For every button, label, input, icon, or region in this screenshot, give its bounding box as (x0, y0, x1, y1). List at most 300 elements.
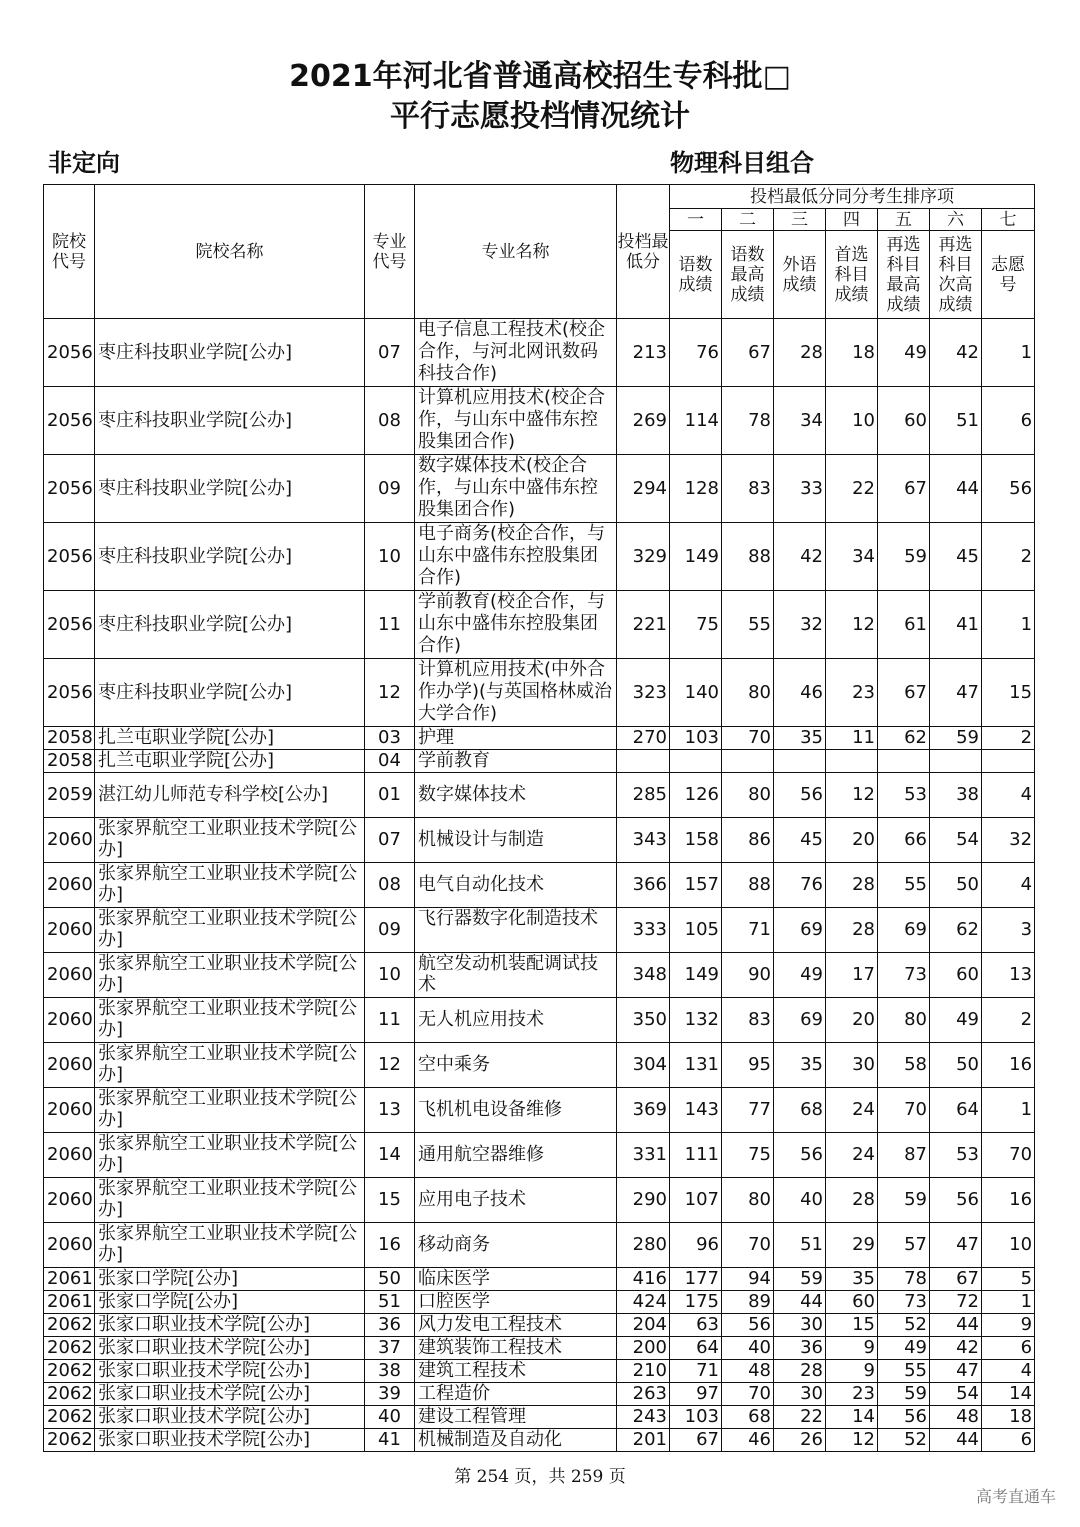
order-7-cell: 1 (982, 591, 1035, 659)
school-name-cell: 张家口职业技术学院[公办] (95, 1383, 365, 1406)
order-7-cell: 4 (982, 1360, 1035, 1383)
school-name-cell: 张家界航空工业职业技术学院[公办] (95, 1223, 365, 1268)
min-score-cell: 333 (617, 908, 670, 953)
order-3-cell: 69 (774, 998, 826, 1043)
major-name-cell: 飞机机电设备维修 (415, 1088, 617, 1133)
school-code-cell: 2056 (44, 591, 95, 659)
page-title-line2: 平行志愿投档情况统计 (390, 99, 690, 134)
order-5-cell: 87 (878, 1133, 930, 1178)
order-5-cell: 55 (878, 863, 930, 908)
order-7-cell: 6 (982, 1429, 1035, 1452)
order-7-cell (982, 750, 1035, 773)
order-7-cell: 2 (982, 998, 1035, 1043)
order-5-cell: 49 (878, 1337, 930, 1360)
order-2-cell: 88 (722, 523, 774, 591)
major-code-cell: 51 (365, 1291, 415, 1314)
school-code-cell: 2060 (44, 1088, 95, 1133)
major-name-cell: 学前教育(校企合作，与山东中盛伟东控股集团合作) (415, 591, 617, 659)
table-row (44, 659, 1035, 727)
school-name-cell: 张家口学院[公办] (95, 1268, 365, 1291)
order-4-cell: 24 (826, 1133, 878, 1178)
major-name-cell: 计算机应用技术(校企合作，与山东中盛伟东控股集团合作) (415, 387, 617, 455)
major-code-cell: 08 (365, 863, 415, 908)
school-code-cell: 2060 (44, 863, 95, 908)
min-score-cell: 350 (617, 998, 670, 1043)
major-code-cell: 16 (365, 1223, 415, 1268)
order-5-cell: 61 (878, 591, 930, 659)
table-row (44, 818, 1035, 863)
school-name-cell: 扎兰屯职业学院[公办] (95, 727, 365, 750)
order-3-cell: 51 (774, 1223, 826, 1268)
school-code-cell: 2056 (44, 319, 95, 387)
order-2-cell: 67 (722, 319, 774, 387)
order-4-cell (826, 750, 878, 773)
order-1-cell: 128 (670, 455, 722, 523)
order-7-cell: 4 (982, 863, 1035, 908)
school-name-cell: 张家界航空工业职业技术学院[公办] (95, 998, 365, 1043)
school-code-cell: 2056 (44, 659, 95, 727)
order-6-cell: 44 (930, 455, 982, 523)
order-6-cell: 53 (930, 1133, 982, 1178)
major-code-cell: 01 (365, 773, 415, 818)
order-7-cell: 6 (982, 387, 1035, 455)
order-4-cell: 60 (826, 1291, 878, 1314)
order-4-cell: 20 (826, 818, 878, 863)
min-score-cell: 285 (617, 773, 670, 818)
school-code-cell: 2062 (44, 1360, 95, 1383)
table-row (44, 1133, 1035, 1178)
order-7-cell: 15 (982, 659, 1035, 727)
order-6-cell: 72 (930, 1291, 982, 1314)
order-4-cell: 18 (826, 319, 878, 387)
table-row (44, 998, 1035, 1043)
order-2-cell: 56 (722, 1314, 774, 1337)
table-row (44, 1043, 1035, 1088)
order-7-cell: 1 (982, 1088, 1035, 1133)
order-7-cell: 18 (982, 1406, 1035, 1429)
order-6-cell: 56 (930, 1178, 982, 1223)
order-1-cell: 175 (670, 1291, 722, 1314)
major-name-cell: 建筑工程技术 (415, 1360, 617, 1383)
order-7-cell: 5 (982, 1268, 1035, 1291)
order-4-cell: 15 (826, 1314, 878, 1337)
min-score-cell: 416 (617, 1268, 670, 1291)
major-code-cell: 15 (365, 1178, 415, 1223)
table-row (44, 750, 1035, 773)
header-order-2: 二 (722, 209, 774, 231)
header-sub-4: 首选科目成绩 (826, 231, 878, 319)
min-score-cell: 213 (617, 319, 670, 387)
order-2-cell: 86 (722, 818, 774, 863)
table-row (44, 1223, 1035, 1268)
page-title-line1: 2021年河北省普通高校招生专科批□ (289, 59, 791, 94)
major-code-cell: 10 (365, 953, 415, 998)
table-row (44, 591, 1035, 659)
order-3-cell: 30 (774, 1383, 826, 1406)
order-1-cell: 143 (670, 1088, 722, 1133)
major-name-cell: 数字媒体技术 (415, 773, 617, 818)
order-1-cell: 107 (670, 1178, 722, 1223)
order-5-cell: 59 (878, 1383, 930, 1406)
order-1-cell: 67 (670, 1429, 722, 1452)
order-7-cell: 9 (982, 1314, 1035, 1337)
order-1-cell: 131 (670, 1043, 722, 1088)
order-5-cell: 52 (878, 1314, 930, 1337)
order-1-cell (670, 750, 722, 773)
min-score-cell: 348 (617, 953, 670, 998)
major-name-cell: 数字媒体技术(校企合作，与山东中盛伟东控股集团合作) (415, 455, 617, 523)
major-code-cell: 40 (365, 1406, 415, 1429)
order-2-cell (722, 750, 774, 773)
header-tiebreak: 投档最低分同分考生排序项 (670, 185, 1035, 209)
major-name-cell: 风力发电工程技术 (415, 1314, 617, 1337)
major-code-cell: 10 (365, 523, 415, 591)
order-7-cell: 10 (982, 1223, 1035, 1268)
order-7-cell: 70 (982, 1133, 1035, 1178)
order-4-cell: 9 (826, 1337, 878, 1360)
order-3-cell: 28 (774, 319, 826, 387)
school-code-cell: 2058 (44, 750, 95, 773)
min-score-cell: 294 (617, 455, 670, 523)
order-6-cell: 42 (930, 1337, 982, 1360)
order-4-cell: 35 (826, 1268, 878, 1291)
table-row (44, 1268, 1035, 1291)
min-score-cell: 210 (617, 1360, 670, 1383)
school-name-cell: 张家界航空工业职业技术学院[公办] (95, 863, 365, 908)
order-5-cell: 73 (878, 953, 930, 998)
school-code-cell: 2056 (44, 523, 95, 591)
order-7-cell: 6 (982, 1337, 1035, 1360)
order-6-cell (930, 750, 982, 773)
table-row (44, 773, 1035, 818)
header-order-4: 四 (826, 209, 878, 231)
order-5-cell: 55 (878, 1360, 930, 1383)
order-1-cell: 158 (670, 818, 722, 863)
major-code-cell: 13 (365, 1088, 415, 1133)
order-3-cell (774, 750, 826, 773)
table-row (44, 387, 1035, 455)
major-name-cell: 机械设计与制造 (415, 818, 617, 863)
order-2-cell: 70 (722, 1383, 774, 1406)
order-3-cell: 32 (774, 591, 826, 659)
order-2-cell: 90 (722, 953, 774, 998)
order-7-cell: 1 (982, 1291, 1035, 1314)
order-6-cell: 47 (930, 659, 982, 727)
order-2-cell: 88 (722, 863, 774, 908)
table-row (44, 1178, 1035, 1223)
min-score-cell: 200 (617, 1337, 670, 1360)
order-6-cell: 67 (930, 1268, 982, 1291)
school-name-cell: 张家界航空工业职业技术学院[公办] (95, 1133, 365, 1178)
table-row (44, 1291, 1035, 1314)
order-1-cell: 177 (670, 1268, 722, 1291)
order-5-cell: 58 (878, 1043, 930, 1088)
order-4-cell: 22 (826, 455, 878, 523)
major-name-cell: 机械制造及自动化 (415, 1429, 617, 1452)
order-7-cell: 13 (982, 953, 1035, 998)
header-major-code: 专业代号 (365, 185, 415, 319)
major-code-cell: 37 (365, 1337, 415, 1360)
header-sub-7: 志愿号 (982, 231, 1035, 319)
order-1-cell: 114 (670, 387, 722, 455)
order-2-cell: 94 (722, 1268, 774, 1291)
table-row (44, 908, 1035, 953)
order-2-cell: 83 (722, 998, 774, 1043)
order-7-cell: 56 (982, 455, 1035, 523)
school-code-cell: 2060 (44, 908, 95, 953)
header-min-score: 投档最低分 (617, 185, 670, 319)
major-code-cell: 11 (365, 998, 415, 1043)
order-5-cell: 49 (878, 319, 930, 387)
major-name-cell: 航空发动机装配调试技术 (415, 953, 617, 998)
order-3-cell: 30 (774, 1314, 826, 1337)
school-code-cell: 2062 (44, 1314, 95, 1337)
order-6-cell: 44 (930, 1314, 982, 1337)
order-5-cell: 62 (878, 727, 930, 750)
school-code-cell: 2060 (44, 998, 95, 1043)
school-code-cell: 2062 (44, 1406, 95, 1429)
order-4-cell: 12 (826, 773, 878, 818)
order-1-cell: 149 (670, 953, 722, 998)
order-7-cell: 2 (982, 727, 1035, 750)
order-3-cell: 26 (774, 1429, 826, 1452)
min-score-cell: 369 (617, 1088, 670, 1133)
school-name-cell: 张家口学院[公办] (95, 1291, 365, 1314)
order-1-cell: 103 (670, 1406, 722, 1429)
order-7-cell: 3 (982, 908, 1035, 953)
major-name-cell: 计算机应用技术(中外合作办学)(与英国格林威治大学合作) (415, 659, 617, 727)
order-5-cell: 69 (878, 908, 930, 953)
order-2-cell: 40 (722, 1337, 774, 1360)
school-code-cell: 2058 (44, 727, 95, 750)
order-6-cell: 59 (930, 727, 982, 750)
order-4-cell: 10 (826, 387, 878, 455)
order-2-cell: 70 (722, 1223, 774, 1268)
order-3-cell: 46 (774, 659, 826, 727)
order-2-cell: 46 (722, 1429, 774, 1452)
order-3-cell: 35 (774, 1043, 826, 1088)
major-code-cell: 03 (365, 727, 415, 750)
major-name-cell: 飞行器数字化制造技术 (415, 908, 617, 953)
min-score-cell: 366 (617, 863, 670, 908)
order-3-cell: 35 (774, 727, 826, 750)
order-1-cell: 111 (670, 1133, 722, 1178)
order-7-cell: 32 (982, 818, 1035, 863)
school-code-cell: 2060 (44, 818, 95, 863)
order-5-cell: 66 (878, 818, 930, 863)
school-code-cell: 2062 (44, 1337, 95, 1360)
major-name-cell: 移动商务 (415, 1223, 617, 1268)
school-code-cell: 2062 (44, 1383, 95, 1406)
table-row (44, 1383, 1035, 1406)
order-3-cell: 69 (774, 908, 826, 953)
min-score-cell: 269 (617, 387, 670, 455)
major-name-cell: 无人机应用技术 (415, 998, 617, 1043)
order-4-cell: 17 (826, 953, 878, 998)
min-score-cell: 323 (617, 659, 670, 727)
order-7-cell: 16 (982, 1178, 1035, 1223)
order-7-cell: 2 (982, 523, 1035, 591)
school-name-cell: 张家界航空工业职业技术学院[公办] (95, 1088, 365, 1133)
table-row (44, 953, 1035, 998)
order-6-cell: 48 (930, 1406, 982, 1429)
order-1-cell: 157 (670, 863, 722, 908)
major-code-cell: 12 (365, 659, 415, 727)
order-1-cell: 64 (670, 1337, 722, 1360)
major-name-cell: 空中乘务 (415, 1043, 617, 1088)
page-footer: 第 254 页，共 259 页 (454, 1467, 626, 1487)
order-6-cell: 54 (930, 818, 982, 863)
header-sub-3: 外语成绩 (774, 231, 826, 319)
order-3-cell: 68 (774, 1088, 826, 1133)
major-name-cell: 护理 (415, 727, 617, 750)
order-4-cell: 30 (826, 1043, 878, 1088)
order-3-cell: 56 (774, 1133, 826, 1178)
order-3-cell: 45 (774, 818, 826, 863)
order-4-cell: 23 (826, 659, 878, 727)
table-row (44, 1406, 1035, 1429)
header-sub-5: 再选科目最高成绩 (878, 231, 930, 319)
order-5-cell: 53 (878, 773, 930, 818)
header-sub-6: 再选科目次高成绩 (930, 231, 982, 319)
table-row (44, 1429, 1035, 1452)
order-5-cell: 67 (878, 659, 930, 727)
order-2-cell: 83 (722, 455, 774, 523)
order-3-cell: 56 (774, 773, 826, 818)
order-1-cell: 76 (670, 319, 722, 387)
order-1-cell: 105 (670, 908, 722, 953)
order-1-cell: 97 (670, 1383, 722, 1406)
order-4-cell: 12 (826, 591, 878, 659)
order-4-cell: 28 (826, 1178, 878, 1223)
min-score-cell: 201 (617, 1429, 670, 1452)
major-name-cell: 建设工程管理 (415, 1406, 617, 1429)
order-5-cell: 80 (878, 998, 930, 1043)
order-4-cell: 20 (826, 998, 878, 1043)
major-name-cell: 电子商务(校企合作，与山东中盛伟东控股集团合作) (415, 523, 617, 591)
min-score-cell: 263 (617, 1383, 670, 1406)
major-code-cell: 04 (365, 750, 415, 773)
major-code-cell: 36 (365, 1314, 415, 1337)
watermark: 高考直通车 (975, 1487, 1056, 1506)
order-5-cell: 56 (878, 1406, 930, 1429)
table-row (44, 1337, 1035, 1360)
order-7-cell: 1 (982, 319, 1035, 387)
order-4-cell: 12 (826, 1429, 878, 1452)
order-5-cell: 73 (878, 1291, 930, 1314)
order-2-cell: 48 (722, 1360, 774, 1383)
order-5-cell: 59 (878, 523, 930, 591)
min-score-cell: 424 (617, 1291, 670, 1314)
major-name-cell: 建筑装饰工程技术 (415, 1337, 617, 1360)
school-code-cell: 2061 (44, 1268, 95, 1291)
order-6-cell: 47 (930, 1223, 982, 1268)
school-name-cell: 枣庄科技职业学院[公办] (95, 591, 365, 659)
header-order-7: 七 (982, 209, 1035, 231)
major-name-cell: 电子信息工程技术(校企合作，与河北网讯数码科技合作) (415, 319, 617, 387)
table-row (44, 1088, 1035, 1133)
order-1-cell: 149 (670, 523, 722, 591)
table-row (44, 1360, 1035, 1383)
order-1-cell: 140 (670, 659, 722, 727)
table-row (44, 1314, 1035, 1337)
major-code-cell: 41 (365, 1429, 415, 1452)
major-name-cell: 通用航空器维修 (415, 1133, 617, 1178)
school-name-cell: 张家口职业技术学院[公办] (95, 1406, 365, 1429)
table-row (44, 319, 1035, 387)
order-1-cell: 96 (670, 1223, 722, 1268)
major-name-cell: 学前教育 (415, 750, 617, 773)
major-code-cell: 07 (365, 818, 415, 863)
category-label: 非定向 (48, 149, 120, 177)
order-5-cell: 78 (878, 1268, 930, 1291)
major-code-cell: 14 (365, 1133, 415, 1178)
min-score-cell: 221 (617, 591, 670, 659)
major-name-cell: 工程造价 (415, 1383, 617, 1406)
header-order-3: 三 (774, 209, 826, 231)
school-name-cell: 张家口职业技术学院[公办] (95, 1429, 365, 1452)
school-code-cell: 2056 (44, 387, 95, 455)
order-2-cell: 68 (722, 1406, 774, 1429)
major-name-cell: 口腔医学 (415, 1291, 617, 1314)
min-score-cell: 270 (617, 727, 670, 750)
order-6-cell: 50 (930, 863, 982, 908)
min-score-cell: 290 (617, 1178, 670, 1223)
min-score-cell: 243 (617, 1406, 670, 1429)
school-code-cell: 2060 (44, 1223, 95, 1268)
order-2-cell: 89 (722, 1291, 774, 1314)
order-4-cell: 29 (826, 1223, 878, 1268)
order-1-cell: 126 (670, 773, 722, 818)
min-score-cell: 280 (617, 1223, 670, 1268)
order-1-cell: 103 (670, 727, 722, 750)
school-code-cell: 2059 (44, 773, 95, 818)
order-2-cell: 71 (722, 908, 774, 953)
order-3-cell: 76 (774, 863, 826, 908)
order-5-cell (878, 750, 930, 773)
school-name-cell: 枣庄科技职业学院[公办] (95, 523, 365, 591)
order-7-cell: 16 (982, 1043, 1035, 1088)
header-order-1: 一 (670, 209, 722, 231)
major-code-cell: 09 (365, 908, 415, 953)
order-5-cell: 52 (878, 1429, 930, 1452)
order-6-cell: 41 (930, 591, 982, 659)
major-code-cell: 39 (365, 1383, 415, 1406)
order-6-cell: 64 (930, 1088, 982, 1133)
header-sub-1: 语数成绩 (670, 231, 722, 319)
min-score-cell: 329 (617, 523, 670, 591)
header-order-5: 五 (878, 209, 930, 231)
order-5-cell: 70 (878, 1088, 930, 1133)
order-2-cell: 70 (722, 727, 774, 750)
order-1-cell: 63 (670, 1314, 722, 1337)
order-7-cell: 14 (982, 1383, 1035, 1406)
header-major-name: 专业名称 (415, 185, 617, 319)
order-1-cell: 132 (670, 998, 722, 1043)
school-name-cell: 湛江幼儿师范专科学校[公办] (95, 773, 365, 818)
major-name-cell: 电气自动化技术 (415, 863, 617, 908)
school-code-cell: 2062 (44, 1429, 95, 1452)
order-5-cell: 67 (878, 455, 930, 523)
order-4-cell: 23 (826, 1383, 878, 1406)
order-6-cell: 42 (930, 319, 982, 387)
order-2-cell: 55 (722, 591, 774, 659)
min-score-cell: 343 (617, 818, 670, 863)
order-3-cell: 42 (774, 523, 826, 591)
major-name-cell: 临床医学 (415, 1268, 617, 1291)
subject-group-label: 物理科目组合 (670, 149, 814, 177)
order-5-cell: 59 (878, 1178, 930, 1223)
